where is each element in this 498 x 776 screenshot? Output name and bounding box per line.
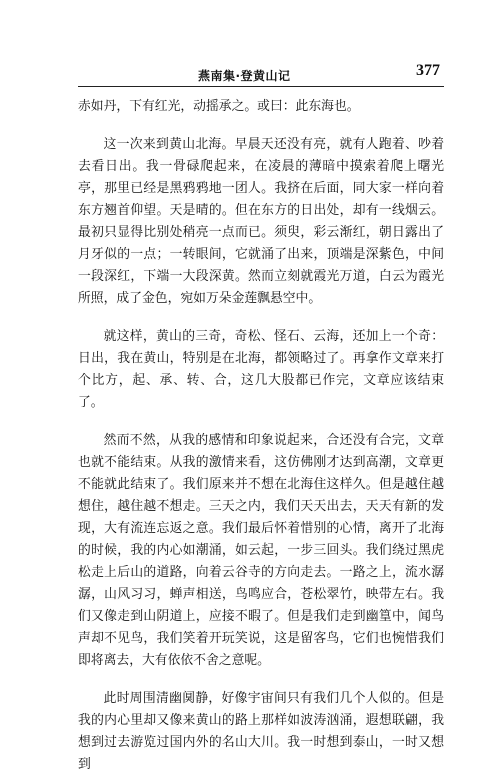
paragraph-three-wonders: 就这样，黄山的三奇，奇松、怪石、云海，还加上一个奇：日出，我在黄山，特别是在北海，都领略过了。再拿作文章来打个比方，起、承、转、合，这几大股都已作完，文章应该结束了。	[78, 329, 444, 410]
paragraph-reflection: 此时周围清幽阒静，好像宇宙间只有我们几个人似的。但是我的内心里却又像来黄山的路上那样如波涛汹涌，遐想联翩，我想到过去游览过国内外的名山大川。我一时想到泰山，一时又想到	[78, 691, 444, 772]
page-number: 377	[416, 62, 440, 79]
page-header	[78, 60, 444, 87]
running-title: 燕南集·登黄山记	[198, 69, 291, 83]
page-body	[78, 96, 444, 776]
paragraph-not-ending: 然而不然，从我的感情和印象说起来，合还没有合完，文章也就不能结束。从我的激情来看，这仿佛刚才达到高潮，文章更不能就此结束了。我们原来并不想在北海住这样久。但是越住越想住，越住越不想走。三天之内，我们天天出去，天天有新的发现，大有流连忘返之意。我们最后怀着惜别的心情，离开了北海的时候，我的内心如潮涌，如云起，一步三回头。我们绕过黑虎松走上后山的道路，向着云谷寺的方向走去。一路之上，流水潺潺，山风习习，蝉声相送，鸟鸣应合，苍松翠竹，映带左右。我们又像走到山阴道上，应接不暇了。但是我们走到幽篁中，闻鸟声却不见鸟，我们笑着开玩笑说，这是留客鸟，它们也惋惜我们即将离去，大有依依不舍之意呢。	[78, 433, 444, 668]
paragraph-continuation: 赤如丹，下有红光，动摇承之。或曰：此东海也。	[78, 99, 360, 114]
paragraph-sunrise: 这一次来到黄山北海。早晨天还没有亮，就有人跑着、吵着去看日出。我一骨碌爬起来，在凌晨的薄暗中摸索着爬上曙光亭，那里已经是黑鸦鸦地一团人。我挤在后面，同大家一样向着东方翘首仰望。天是晴的。但在东方的日出处，却有一线烟云。最初只显得比别处稍亮一点而已。须臾，彩云渐红，朝日露出了月牙似的一点；一转眼间，它就涌了出来，顶端是深紫色，中间一段深红，下端一大段深黄。然而立刻就霞光万道，白云为霞光所照，成了金色，宛如万朵金莲飘悬空中。	[78, 137, 444, 306]
